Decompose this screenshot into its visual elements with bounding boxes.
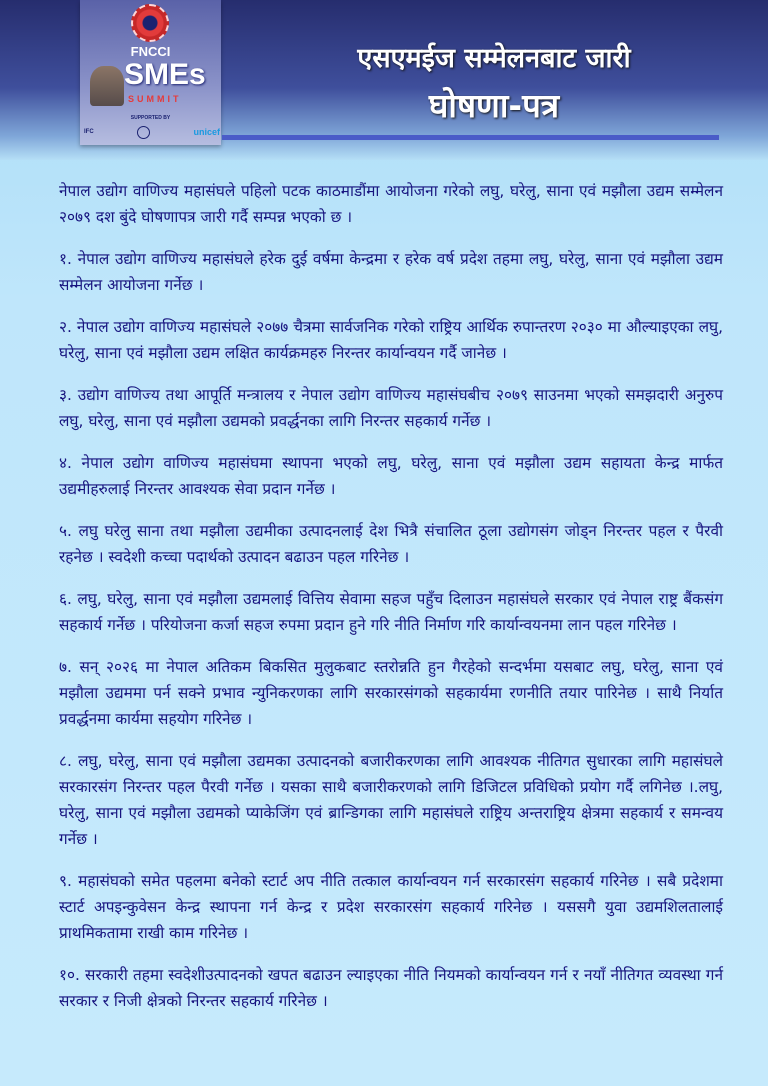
page-title-line1: एसएमईज सम्मेलनबाट जारी: [357, 43, 631, 74]
declaration-point-8: ८. लघु, घरेलु, साना एवं मझौला उद्यमका उत्पादनको बजारीकरणका लागि आवश्यक नीतिगत सुधारका लागि महासंघले सरकारसंग निरन्तर पहल पैरवी गर्नेछ । यसका साथै बजारीकरणको लागि डिजिटल प्रविधिको प्रयोग गर्दै लगिनेछ ।.लघु, घरेलु, साना एवं मझौला उद्यमको प्याकेजिंग एवं ब्रान्डिगका लागि महासंघले राष्ट्रिय अन्तराष्ट्रिय क्षेत्रमा सहकार्य र समन्वय गर्नेछ ।: [59, 752, 723, 848]
declaration-point-4: ४. नेपाल उद्योग वाणिज्य महासंघमा स्थापना भएको लघु, घरेलु, साना एवं मझौला उद्यम सहायता केन्द्र मार्फत उद्यमीहरुलाई निरन्तर आवश्यक सेवा प्रदान गर्नेछ ।: [59, 454, 723, 498]
declaration-point-7: ७. सन् २०२६ मा नेपाल अतिकम बिकसित मुलुकबाट स्तरोन्नति हुन गैरहेको सन्दर्भमा यसबाट लघु, घरेलु, साना एवं मझौला उद्यममा पर्न सक्ने प्रभाव न्युनिकरणका लागि सरकारसंगको सहकार्यमा रणनीति तयार पारिनेछ । साथै निर्यात प्रवर्द्धनमा कार्यमा सहयोग गरिनेछ ।: [59, 658, 723, 728]
page-title-line2: घोषणा-पत्र: [428, 86, 560, 125]
declaration-point-1: १. नेपाल उद्योग वाणिज्य महासंघले हरेक दुई वर्षमा केन्द्रमा र हरेक वर्ष प्रदेश तहमा लघु, घरेलु, साना एवं मझौला उद्यम सम्मेलन आयोजना गर्नेछ ।: [59, 250, 723, 294]
declaration-body: [59, 178, 723, 1030]
intro-paragraph: नेपाल उद्योग वाणिज्य महासंघले पहिलो पटक काठमाडौंमा आयोजना गरेको लघु, घरेलु, साना एवं मझौला उद्यम सम्मेलन २०७९ दश बुंदे घोषणापत्र जारी गर्दै सम्पन्न भएको छ ।: [59, 182, 723, 226]
logo-title-text: SMEs: [124, 58, 206, 91]
logo-supported-by: SUPPORTED BY: [130, 115, 171, 121]
declaration-point-10: १०. सरकारी तहमा स्वदेशीउत्पादनको खपत बढाउन ल्याइएका नीति नियमको कार्यान्वयन गर्न र नयाँ नीतिगत व्यवस्था गर्न सरकार र निजी क्षेत्रको निरन्तर सहकार्य गरिनेछ ।: [59, 966, 723, 1010]
header-banner: [0, 0, 768, 160]
logo-org-text: FNCCI: [130, 44, 171, 59]
title-underline: [222, 135, 719, 140]
ilo-logo-icon: [137, 126, 150, 139]
ifc-logo: IFC: [84, 129, 94, 135]
sme-summit-logo: [80, 0, 221, 145]
fncci-gear-icon: [131, 4, 169, 42]
declaration-point-3: ३. उद्योग वाणिज्य तथा आपूर्ति मन्त्रालय र नेपाल उद्योग वाणिज्य महासंघबीच २०७९ साउनमा भएको समझदारी अनुरुप लघु, घरेलु, साना एवं मझौला उद्यमको प्रवर्द्धनका लागि निरन्तर सहकार्य गर्नेछ ।: [59, 386, 723, 430]
declaration-point-2: २. नेपाल उद्योग वाणिज्य महासंघले २०७७ चैत्रमा सार्वजनिक गरेको राष्ट्रिय आर्थिक रुपान्तरण २०३० मा औल्याइएका लघु, घरेलु, साना एवं मझौला उद्यम लक्षित कार्यक्रमहरु निरन्तर कार्यान्वयन गर्दै जानेछ ।: [59, 318, 723, 362]
logo-subtitle-text: SUMMIT: [128, 94, 182, 104]
sponsor-logos: [84, 124, 220, 140]
statue-icon: [90, 66, 124, 106]
declaration-point-5: ५. लघु घरेलु साना तथा मझौला उद्यमीका उत्पादनलाई देश भित्रै संचालित ठूला उद्योगसंग जोड्न निरन्तर पहल र पैरवी रहनेछ । स्वदेशी कच्चा पदार्थको उत्पादन बढाउन पहल गरिनेछ ।: [59, 522, 723, 566]
declaration-point-6: ६. लघु, घरेलु, साना एवं मझौला उद्यमलाई वित्तिय सेवामा सहज पहुँच दिलाउन महासंघले सरकार एवं नेपाल राष्ट्र बैंकसंग सहकार्य गर्नेछ । परियोजना कर्जा सहज रुपमा प्रदान हुने गरि नीति निर्माण गरि कार्यान्वयनमा लान पहल गरिनेछ ।: [59, 590, 723, 634]
declaration-point-9: ९. महासंघको समेत पहलमा बनेको स्टार्ट अप नीति तत्काल कार्यान्वयन गर्न सरकारसंग सहकार्य गरिनेछ । सबै प्रदेशमा स्टार्ट अपइन्कुवेसन केन्द्र स्थापना गर्न केन्द्र र प्रदेश सरकारसंग सहकार्य गरिनेछ । यससगै युवा उद्यमशिलतालाई प्राथमिकतामा राखी काम गरिनेछ ।: [59, 872, 723, 942]
unicef-logo: unicef: [193, 127, 220, 137]
